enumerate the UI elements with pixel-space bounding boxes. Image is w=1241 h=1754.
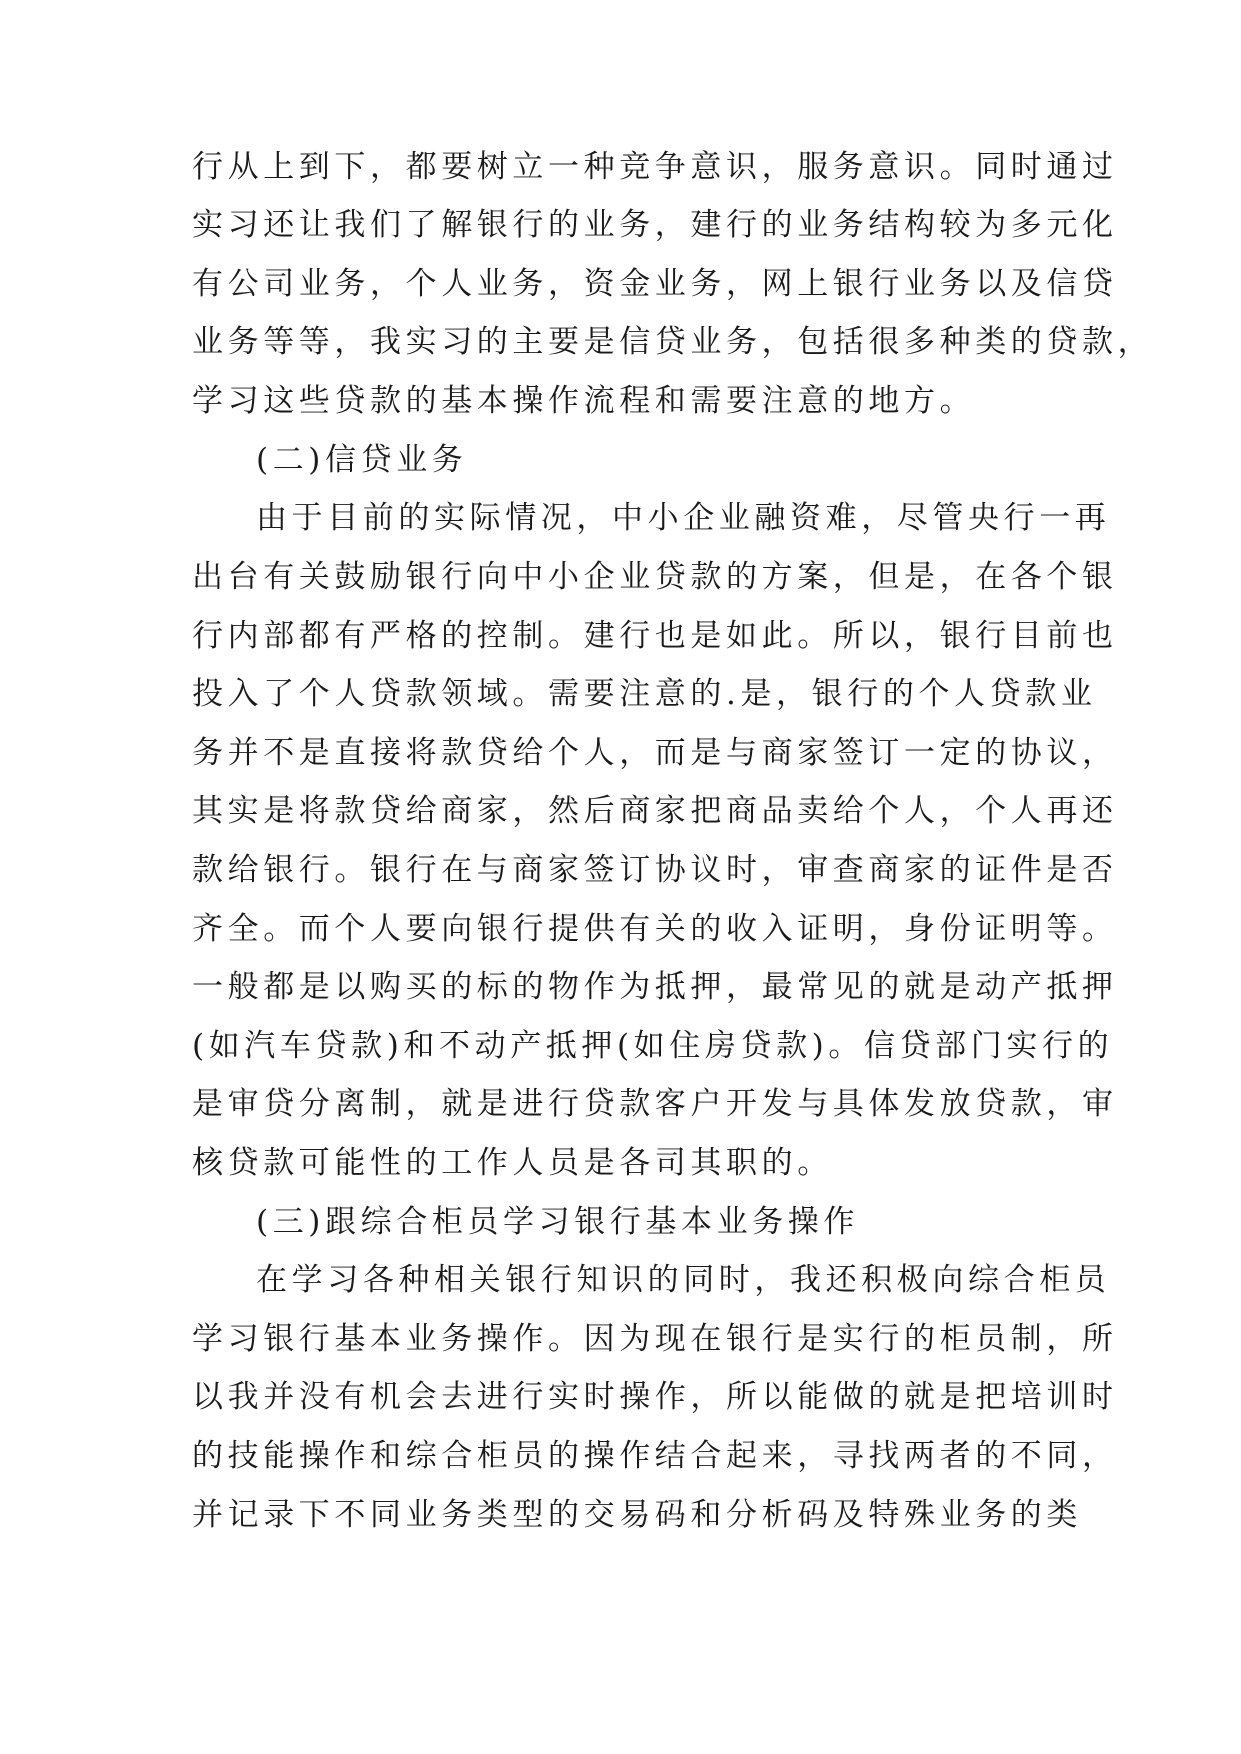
text-line: 由于目前的实际情况，中小企业融资难，尽管央行一再 [256,500,1111,536]
text-line: 在学习各种相关银行知识的同时，我还积极向综合柜员 [256,1262,1111,1298]
text-line: 学习这些贷款的基本操作流程和需要注意的地方。 [192,383,976,419]
section-heading: (三)跟综合柜员学习银行基本业务操作 [256,1204,859,1240]
section-heading: (二)信贷业务 [256,442,468,478]
text-line: 其实是将款贷给商家，然后商家把商品卖给个人，个人再还 [192,793,1118,829]
text-line: 实习还让我们了解银行的业务，建行的业务结构较为多元化 [192,207,1118,243]
text-line: 是审贷分离制，就是进行贷款客户开发与具体发放贷款，审 [192,1086,1118,1122]
text-line: 务并不是直接将款贷给个人，而是与商家签订一定的协议， [192,735,1118,771]
text-line: 业务等等，我实习的主要是信贷业务，包括很多种类的贷款， [192,324,1154,360]
text-line: 行从上到下，都要树立一种竞争意识，服务意识。同时通过 [192,149,1118,185]
text-line: 以我并没有机会去进行实时操作，所以能做的就是把培训时 [192,1379,1118,1415]
text-line: 学习银行基本业务操作。因为现在银行是实行的柜员制，所 [192,1321,1118,1357]
text-line: 行内部都有严格的控制。建行也是如此。所以，银行目前也 [192,618,1118,654]
text-line: 有公司业务，个人业务，资金业务，网上银行业务以及信贷 [192,266,1118,302]
text-line: 并记录下不同业务类型的交易码和分析码及特殊业务的类 [192,1497,1082,1533]
text-line: 款给银行。银行在与商家签订协议时，审查商家的证件是否 [192,852,1118,888]
text-line: 投入了个人贷款领域。需要注意的.是，银行的个人贷款业 [192,676,1097,712]
text-line: 齐全。而个人要向银行提供有关的收入证明，身份证明等。 [192,911,1118,947]
text-line: 核贷款可能性的工作人员是各司其职的。 [192,1145,833,1181]
text-line: (如汽车贷款)和不动产抵押(如住房贷款)。信贷部门实行的 [192,1028,1114,1064]
text-line: 的技能操作和综合柜员的操作结合起来，寻找两者的不同， [192,1438,1118,1474]
text-line: 一般都是以购买的标的物作为抵押，最常见的就是动产抵押 [192,969,1118,1005]
text-line: 出台有关鼓励银行向中小企业贷款的方案，但是，在各个银 [192,559,1118,595]
